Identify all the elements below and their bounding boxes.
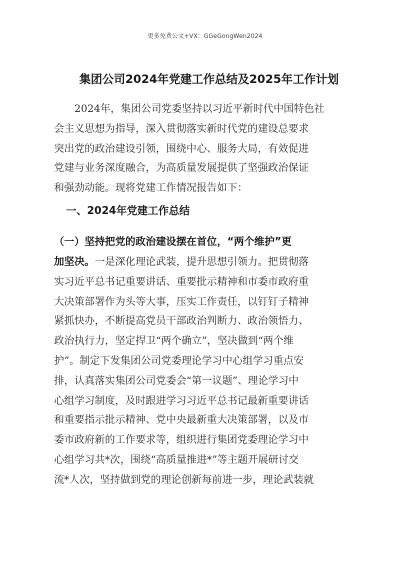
header-watermark: 更多免费公文+VX：GGeGongWen2024 [147, 33, 263, 40]
text-line: 紧抓快办，不断提高党员干部政治判断力、政治领悟力、 [54, 316, 309, 328]
body-text-inline: 一是深化理论武装，提升思想引领力。把贯彻落 [94, 257, 309, 268]
subsection-heading [54, 233, 354, 253]
text-line: 政治执行力，坚定捍卫“两个确立”，坚决做到“两个维 [54, 336, 294, 348]
text-line: 护”。制定下发集团公司党委理论学习中心组学习重点安 [54, 355, 304, 367]
text-line: 和重要指示批示精神、党中央最新重大决策部署，以及市 [54, 415, 309, 427]
text-line: 突出党的政治建设引领，围绕中心、服务大局，有效促进 [54, 143, 309, 155]
text-line: 心组学习共*次，围绕“高质量推进*”等主题开展研讨交 [54, 454, 299, 466]
text-line: 排，认真落实集团公司党委会“第一议题”、理论学习中 [54, 375, 299, 387]
text-line: 心组学习制度，及时跟进学习习近平总书记最新重要讲话 [54, 395, 309, 407]
text-line: 流*人次，坚持做到党的理论创新每前进一步，理论武装就 [54, 474, 314, 486]
section-heading: 一、2024年党建工作总结 [66, 205, 190, 217]
subsection-body [54, 253, 354, 491]
subsection-heading-line: （一）坚持把党的政治建设摆在首位，“两个维护”更 [54, 237, 292, 248]
text-line: 和强劲动能。现将党建工作情况报告如下： [54, 183, 248, 195]
subsection-heading-tail: 加坚决。 [54, 257, 95, 268]
text-line: 实习近平总书记重要讲话、重要批示精神和市委市政府重 [54, 276, 309, 288]
text-line: 会主义思想为指导，深入贯彻落实新时代党的建设总要求 [54, 123, 309, 135]
text-line: 党建与业务深度融合，为高质量发展提供了坚强政治保证 [54, 163, 309, 175]
text-line: 2024年，集团公司党委坚持以习近平新时代中国特色社 [54, 104, 325, 115]
intro-paragraph [54, 100, 354, 199]
text-line: 委市政府新的工作要求等，组织进行集团党委理论学习中 [54, 435, 309, 447]
text-line [54, 253, 354, 273]
document-title: 集团公司2024年党建工作总结及2025年工作计划 [79, 72, 339, 86]
text-line: 大决策部署作为头等大事，压实工作责任，以钉钉子精神 [54, 296, 309, 308]
